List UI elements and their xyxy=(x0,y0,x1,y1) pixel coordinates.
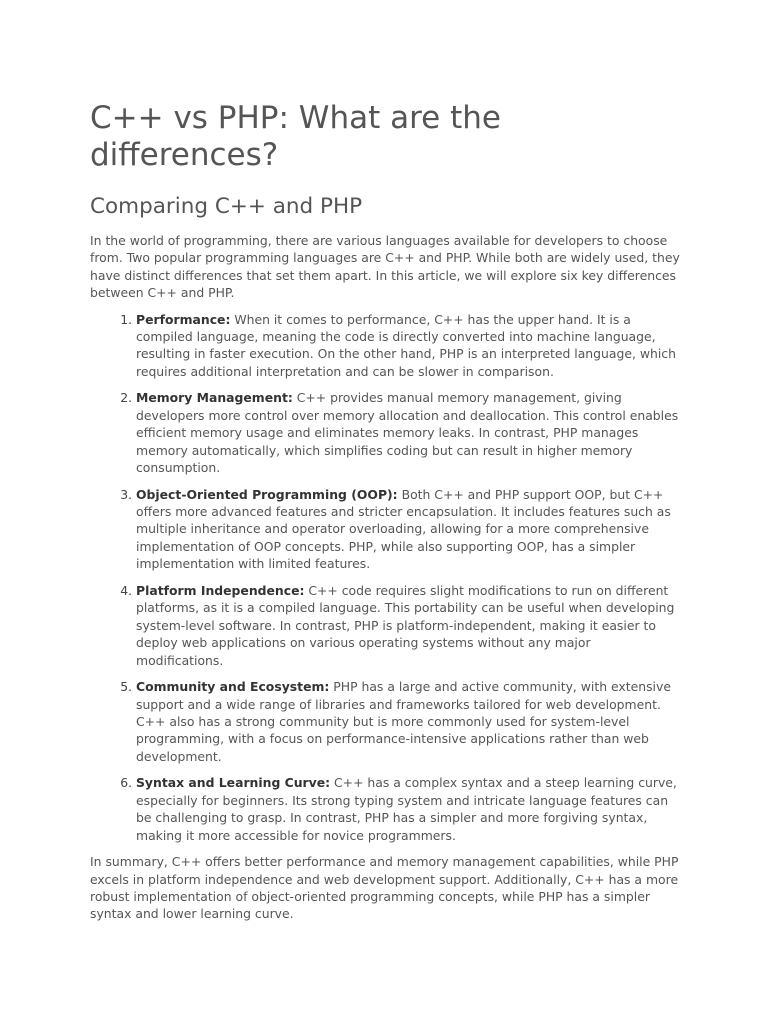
summary-paragraph: In summary, C++ offers better performance and memory management capabilities, while PHP excels in platform independence and web development support. Additionally, C++ has a more robust implementation of object-oriented programming concepts, while PHP has a simpler syntax and lower learning curve. xyxy=(90,854,679,922)
list-item-text: C++ provides manual memory management, giving developers more control over memory allocation and deallocation. This control enables efficient memory usage and eliminates memory leaks. In contrast, PHP manages memory automatically, which simplifies coding but can result in higher memory consumption. xyxy=(136,390,679,476)
list-item-term: Platform Independence: xyxy=(136,582,305,598)
list-item xyxy=(136,774,680,844)
list-item-term: Performance: xyxy=(136,311,231,327)
list-item-text: PHP has a large and active community, with extensive support and a wide range of libraries and frameworks tailored for web development. C++ also has a strong community but is more commonly used for system-level programming, with a focus on performance-intensive applications rather than web development. xyxy=(136,679,671,764)
section-heading: Comparing C++ and PHP xyxy=(90,194,363,219)
list-item-term: Memory Management: xyxy=(136,390,293,406)
document-page xyxy=(90,100,680,923)
list-item xyxy=(136,486,680,573)
list-item-term: Community and Ecosystem: xyxy=(136,679,330,695)
list-item xyxy=(136,678,680,765)
list-item-text: C++ code requires slight modifications to run on different platforms, as it is a compiled language. This portability can be useful when developing system-level software. In contrast, PHP is platform-independent, making it easier to deploy web applications on various operating systems without any major modifications. xyxy=(136,582,675,668)
list-item-text: C++ has a complex syntax and a steep learning curve, especially for beginners. Its strong typing system and intricate language features can be challenging to grasp. In contrast, PHP has a simpler and more forgiving syntax, making it more accessible for novice programmers. xyxy=(136,775,677,843)
list-item-text: Both C++ and PHP support OOP, but C++ offers more advanced features and stricter encapsulation. It includes features such as multiple inheritance and operator overloading, allowing for a more comprehensive implementation of OOP concepts. PHP, while also supporting OOP, has a simpler implementation with limited features. xyxy=(136,486,671,572)
list-item-text: When it comes to performance, C++ has the upper hand. It is a compiled language, meaning the code is directly converted into machine language, resulting in faster execution. On the other hand, PHP is an interpreted language, which requires additional interpretation and can be slower in comparison. xyxy=(136,311,676,379)
intro-paragraph: In the world of programming, there are various languages available for developers to choose from. Two popular programming languages are C++ and PHP. While both are widely used, they have distinct differences that set them apart. In this article, we will explore six key differences between C++ and PHP. xyxy=(90,233,680,301)
list-item xyxy=(136,582,680,669)
list-item xyxy=(136,389,680,476)
differences-list xyxy=(90,311,680,844)
page-title: C++ vs PHP: What are the differences? xyxy=(90,100,501,173)
list-item-term: Syntax and Learning Curve: xyxy=(136,775,331,791)
list-item xyxy=(136,311,680,381)
list-item-term: Object-Oriented Programming (OOP): xyxy=(136,486,398,502)
